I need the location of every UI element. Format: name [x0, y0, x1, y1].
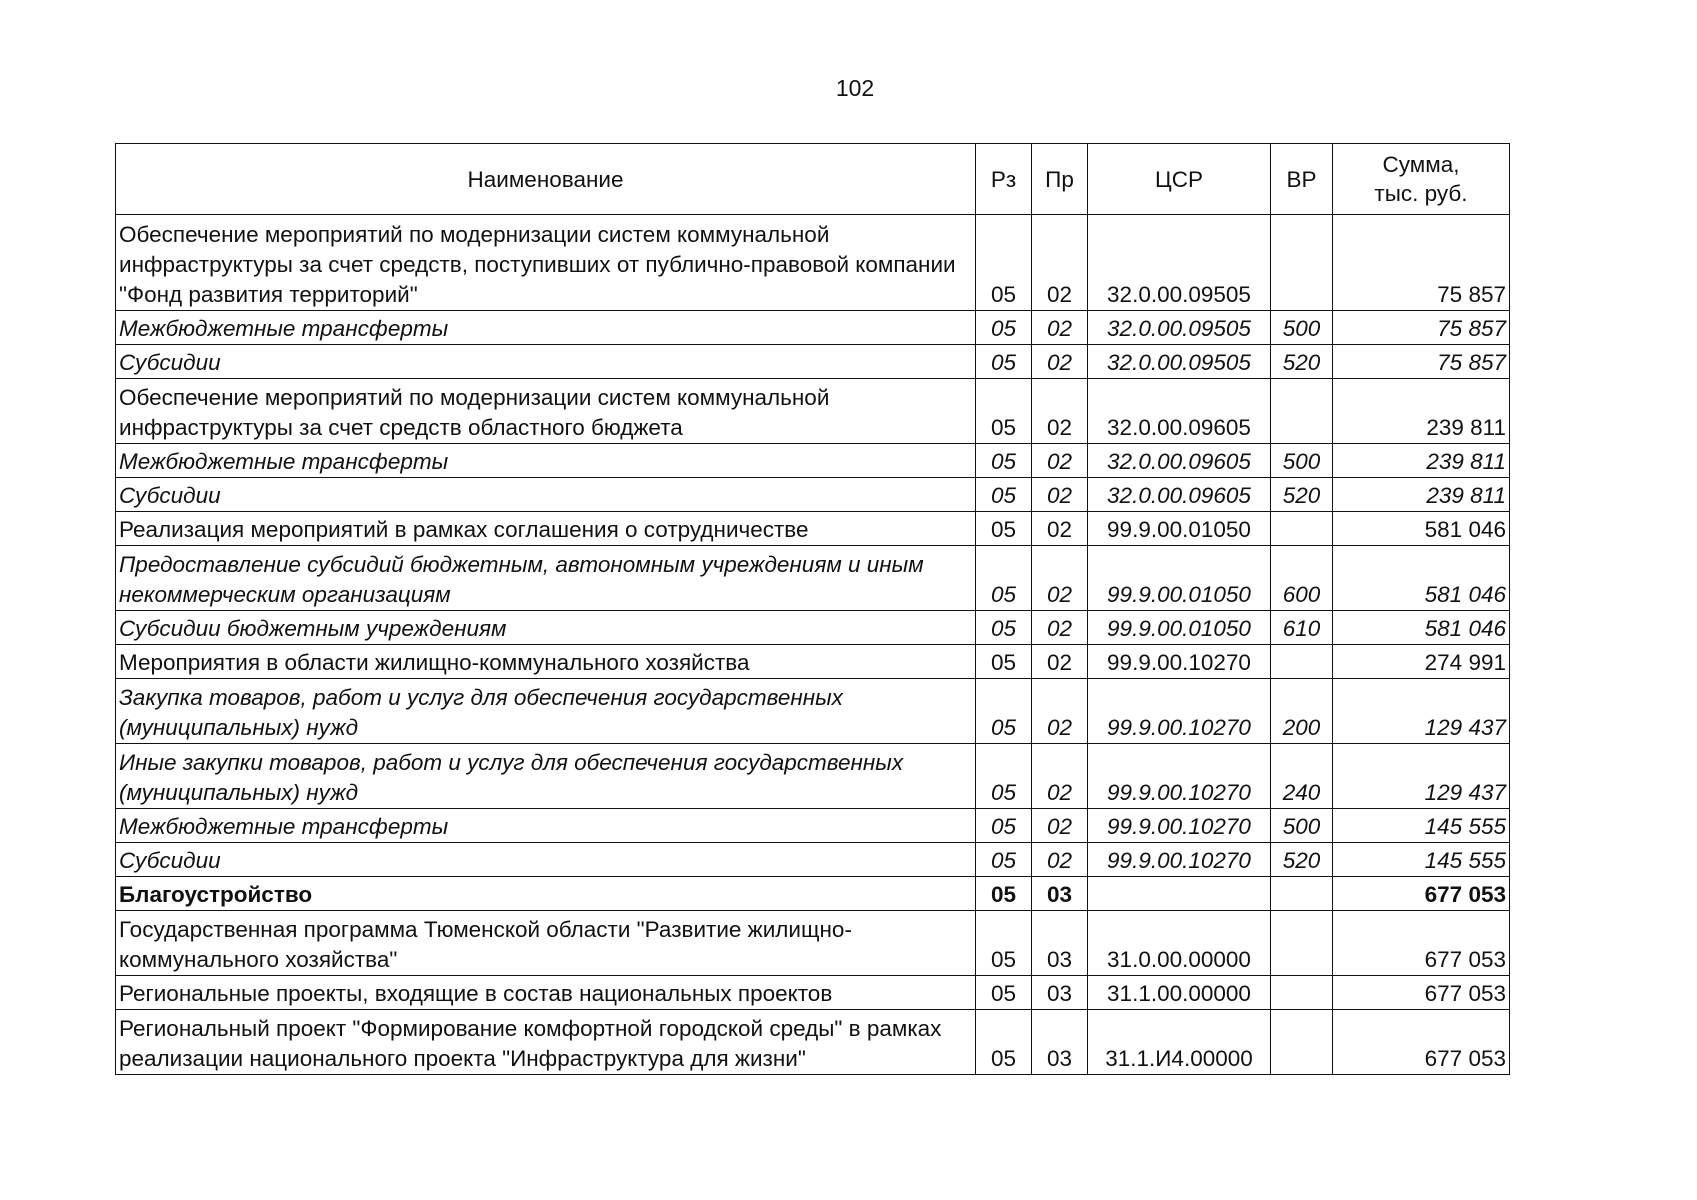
- row-rz: 05: [976, 379, 1032, 444]
- row-sum: 129 437: [1333, 679, 1510, 744]
- table-row: [116, 976, 1510, 1010]
- header-row: [116, 144, 1510, 215]
- header-sum: [1333, 144, 1510, 215]
- row-name: Реализация мероприятий в рамках соглашения о сотрудничестве: [116, 512, 976, 546]
- row-name: Обеспечение мероприятий по модернизации систем коммунальной инфраструктуры за счет средств областного бюджета: [116, 379, 976, 444]
- row-rz: 05: [976, 877, 1032, 911]
- row-name: Закупка товаров, работ и услуг для обеспечения государственных (муниципальных) нужд: [116, 679, 976, 744]
- row-name: Государственная программа Тюменской области "Развитие жилищно-коммунального хозяйства": [116, 911, 976, 976]
- row-csr: 99.9.00.10270: [1088, 645, 1271, 679]
- row-rz: 05: [976, 215, 1032, 311]
- table-row: [116, 843, 1510, 877]
- row-pr: 03: [1032, 1010, 1088, 1075]
- row-csr: 32.0.00.09505: [1088, 215, 1271, 311]
- header-csr: ЦСР: [1088, 144, 1271, 215]
- row-sum: 75 857: [1333, 345, 1510, 379]
- row-rz: 05: [976, 911, 1032, 976]
- row-name: Субсидии: [116, 478, 976, 512]
- row-pr: 02: [1032, 311, 1088, 345]
- table-row: [116, 546, 1510, 611]
- row-vr: [1271, 512, 1333, 546]
- row-pr: 03: [1032, 911, 1088, 976]
- row-sum: 239 811: [1333, 478, 1510, 512]
- row-sum: 677 053: [1333, 1010, 1510, 1075]
- header-vr: ВР: [1271, 144, 1333, 215]
- table-row: [116, 679, 1510, 744]
- row-pr: 02: [1032, 478, 1088, 512]
- row-vr: 500: [1271, 311, 1333, 345]
- row-vr: [1271, 877, 1333, 911]
- table-row: [116, 311, 1510, 345]
- row-name: Субсидии бюджетным учреждениям: [116, 611, 976, 645]
- row-vr: 240: [1271, 744, 1333, 809]
- header-sum-line1: Сумма,: [1382, 152, 1460, 177]
- table-row: [116, 444, 1510, 478]
- row-rz: 05: [976, 478, 1032, 512]
- table-row: [116, 744, 1510, 809]
- row-vr: 600: [1271, 546, 1333, 611]
- row-vr: 520: [1271, 843, 1333, 877]
- row-vr: 520: [1271, 478, 1333, 512]
- header-name: Наименование: [116, 144, 976, 215]
- table-row: [116, 645, 1510, 679]
- row-sum: 145 555: [1333, 809, 1510, 843]
- table-row: [116, 877, 1510, 911]
- row-rz: 05: [976, 546, 1032, 611]
- table-row: [116, 345, 1510, 379]
- row-sum: 581 046: [1333, 512, 1510, 546]
- row-rz: 05: [976, 311, 1032, 345]
- row-vr: [1271, 976, 1333, 1010]
- row-name: Межбюджетные трансферты: [116, 809, 976, 843]
- row-name: Субсидии: [116, 843, 976, 877]
- row-csr: 31.1.И4.00000: [1088, 1010, 1271, 1075]
- row-csr: 32.0.00.09605: [1088, 379, 1271, 444]
- table-row: [116, 1010, 1510, 1075]
- row-csr: 32.0.00.09505: [1088, 311, 1271, 345]
- row-sum: 581 046: [1333, 546, 1510, 611]
- row-sum: 677 053: [1333, 976, 1510, 1010]
- row-sum: 677 053: [1333, 877, 1510, 911]
- row-csr: 99.9.00.01050: [1088, 512, 1271, 546]
- table-row: [116, 809, 1510, 843]
- row-pr: 02: [1032, 444, 1088, 478]
- row-sum: 239 811: [1333, 444, 1510, 478]
- table-row: [116, 215, 1510, 311]
- row-csr: 99.9.00.10270: [1088, 679, 1271, 744]
- row-rz: 05: [976, 345, 1032, 379]
- row-rz: 05: [976, 1010, 1032, 1075]
- budget-table: [115, 143, 1510, 1075]
- row-csr: 99.9.00.01050: [1088, 611, 1271, 645]
- row-rz: 05: [976, 809, 1032, 843]
- row-name: Иные закупки товаров, работ и услуг для обеспечения государственных (муниципальных) нужд: [116, 744, 976, 809]
- row-csr: [1088, 877, 1271, 911]
- row-pr: 02: [1032, 744, 1088, 809]
- row-pr: 02: [1032, 645, 1088, 679]
- row-vr: 610: [1271, 611, 1333, 645]
- table-row: [116, 512, 1510, 546]
- row-csr: 32.0.00.09605: [1088, 444, 1271, 478]
- row-name: Региональные проекты, входящие в состав национальных проектов: [116, 976, 976, 1010]
- row-sum: 239 811: [1333, 379, 1510, 444]
- row-csr: 32.0.00.09505: [1088, 345, 1271, 379]
- row-csr: 99.9.00.10270: [1088, 809, 1271, 843]
- row-csr: 32.0.00.09605: [1088, 478, 1271, 512]
- row-csr: 31.0.00.00000: [1088, 911, 1271, 976]
- row-sum: 274 991: [1333, 645, 1510, 679]
- row-sum: 75 857: [1333, 311, 1510, 345]
- row-sum: 145 555: [1333, 843, 1510, 877]
- table-body: [116, 215, 1510, 1075]
- page-number: 102: [835, 75, 875, 101]
- row-vr: [1271, 215, 1333, 311]
- row-rz: 05: [976, 512, 1032, 546]
- row-pr: 02: [1032, 611, 1088, 645]
- row-pr: 02: [1032, 215, 1088, 311]
- row-pr: 02: [1032, 379, 1088, 444]
- row-pr: 02: [1032, 512, 1088, 546]
- row-vr: 500: [1271, 809, 1333, 843]
- table-row: [116, 478, 1510, 512]
- row-rz: 05: [976, 679, 1032, 744]
- row-pr: 03: [1032, 976, 1088, 1010]
- row-name: Межбюджетные трансферты: [116, 444, 976, 478]
- row-sum: 581 046: [1333, 611, 1510, 645]
- row-csr: 99.9.00.10270: [1088, 744, 1271, 809]
- row-vr: [1271, 911, 1333, 976]
- row-vr: [1271, 645, 1333, 679]
- row-pr: 02: [1032, 843, 1088, 877]
- row-name: Мероприятия в области жилищно-коммунального хозяйства: [116, 645, 976, 679]
- row-vr: [1271, 1010, 1333, 1075]
- row-sum: 677 053: [1333, 911, 1510, 976]
- row-name: Благоустройство: [116, 877, 976, 911]
- row-rz: 05: [976, 645, 1032, 679]
- row-csr: 99.9.00.10270: [1088, 843, 1271, 877]
- row-name: Обеспечение мероприятий по модернизации систем коммунальной инфраструктуры за счет средств, поступивших от публично-правовой компании "Фонд развития территорий": [116, 215, 976, 311]
- row-pr: 02: [1032, 345, 1088, 379]
- row-vr: 200: [1271, 679, 1333, 744]
- row-pr: 02: [1032, 809, 1088, 843]
- row-pr: 03: [1032, 877, 1088, 911]
- row-rz: 05: [976, 744, 1032, 809]
- row-pr: 02: [1032, 546, 1088, 611]
- row-rz: 05: [976, 611, 1032, 645]
- row-name: Межбюджетные трансферты: [116, 311, 976, 345]
- row-sum: 75 857: [1333, 215, 1510, 311]
- row-rz: 05: [976, 843, 1032, 877]
- row-name: Предоставление субсидий бюджетным, автономным учреждениям и иным некоммерческим организациям: [116, 546, 976, 611]
- row-csr: 99.9.00.01050: [1088, 546, 1271, 611]
- header-pr: Пр: [1032, 144, 1088, 215]
- table-row: [116, 379, 1510, 444]
- row-vr: [1271, 379, 1333, 444]
- header-rz: Рз: [976, 144, 1032, 215]
- header-sum-line2: тыс. руб.: [1374, 181, 1468, 206]
- row-name: Региональный проект "Формирование комфортной городской среды" в рамках реализации национального проекта "Инфраструктура для жизни": [116, 1010, 976, 1075]
- row-rz: 05: [976, 976, 1032, 1010]
- row-rz: 05: [976, 444, 1032, 478]
- row-sum: 129 437: [1333, 744, 1510, 809]
- table-header: [116, 144, 1510, 215]
- table-row: [116, 911, 1510, 976]
- row-vr: 500: [1271, 444, 1333, 478]
- row-csr: 31.1.00.00000: [1088, 976, 1271, 1010]
- row-vr: 520: [1271, 345, 1333, 379]
- row-name: Субсидии: [116, 345, 976, 379]
- row-pr: 02: [1032, 679, 1088, 744]
- table-row: [116, 611, 1510, 645]
